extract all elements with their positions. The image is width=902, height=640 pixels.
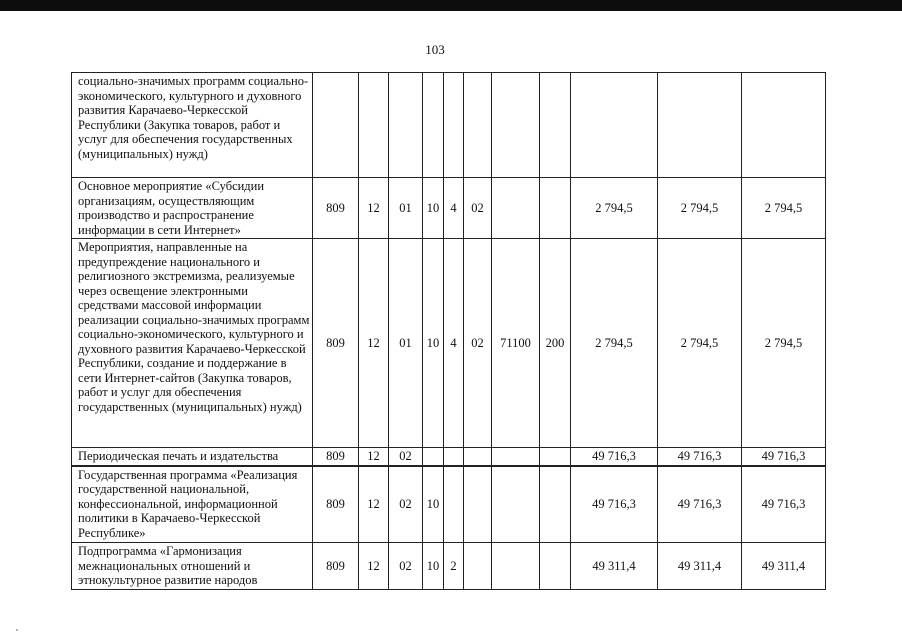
subsection-cell — [389, 73, 423, 178]
program-cell — [423, 73, 444, 178]
amount-year1 — [571, 73, 658, 178]
amount-year1: 49 716,3 — [571, 448, 658, 466]
direction-cell — [492, 543, 540, 590]
event-cell — [464, 543, 492, 590]
ved-cell: 809 — [313, 178, 359, 239]
program-cell — [423, 448, 444, 466]
subprogram-cell: 2 — [444, 543, 464, 590]
subsection-cell: 02 — [389, 543, 423, 590]
scan-top-edge — [0, 0, 902, 11]
section-cell: 12 — [359, 239, 389, 448]
subprogram-cell: 4 — [444, 239, 464, 448]
amount-year2: 49 716,3 — [658, 448, 742, 466]
direction-cell — [492, 73, 540, 178]
scan-speck — [16, 629, 18, 631]
amount-year1: 49 311,4 — [571, 543, 658, 590]
subsection-cell: 01 — [389, 239, 423, 448]
expense-type-cell — [540, 73, 571, 178]
event-cell — [464, 73, 492, 178]
table-row — [72, 239, 826, 448]
subprogram-cell: 4 — [444, 178, 464, 239]
program-cell: 10 — [423, 543, 444, 590]
expense-type-cell — [540, 466, 571, 543]
amount-year3 — [742, 73, 826, 178]
program-cell: 10 — [423, 239, 444, 448]
row-name: Подпрограмма «Гармонизация межнациональных отношений и этнокультурное развитие народов — [72, 543, 313, 590]
section-cell: 12 — [359, 466, 389, 543]
page-number: 103 — [425, 42, 445, 57]
subsection-cell: 01 — [389, 178, 423, 239]
amount-year2: 49 311,4 — [658, 543, 742, 590]
budget-table — [71, 72, 826, 590]
section-cell: 12 — [359, 448, 389, 466]
table-row — [72, 178, 826, 239]
direction-cell: 71100 — [492, 239, 540, 448]
event-cell: 02 — [464, 178, 492, 239]
row-name: Мероприятия, направленные на предупреждение национального и религиозного экстремизма, реализуемые через освещение электронными средствами массовой информации реализации социально-значимых программ социально-экономического, культурного и духовного развития Карачаево-Черкесской Республики, создание и поддержание в сети Интернет-сайтов (Закупка товаров, работ и услуг для обеспечения государственных (муниципальных) нужд) — [72, 239, 313, 448]
expense-type-cell — [540, 448, 571, 466]
event-cell — [464, 466, 492, 543]
ved-cell — [313, 73, 359, 178]
row-name: Государственная программа «Реализация государственной национальной, конфессиональной, информационной политики в Карачаево-Черкесской Республике» — [72, 466, 313, 543]
row-name: Основное мероприятие «Субсидии организациям, осуществляющим производство и распространение информации в сети Интернет» — [72, 178, 313, 239]
program-cell: 10 — [423, 466, 444, 543]
subsection-cell: 02 — [389, 448, 423, 466]
amount-year3: 49 716,3 — [742, 448, 826, 466]
program-cell: 10 — [423, 178, 444, 239]
amount-year2: 2 794,5 — [658, 239, 742, 448]
subsection-cell: 02 — [389, 466, 423, 543]
table-row — [72, 466, 826, 543]
direction-cell — [492, 448, 540, 466]
direction-cell — [492, 178, 540, 239]
section-cell: 12 — [359, 543, 389, 590]
row-name: Периодическая печать и издательства — [72, 448, 313, 466]
amount-year3: 49 716,3 — [742, 466, 826, 543]
table-row — [72, 448, 826, 466]
amount-year1: 2 794,5 — [571, 239, 658, 448]
subprogram-cell — [444, 73, 464, 178]
amount-year2: 2 794,5 — [658, 178, 742, 239]
event-cell — [464, 448, 492, 466]
expense-type-cell — [540, 543, 571, 590]
section-cell: 12 — [359, 178, 389, 239]
amount-year3: 49 311,4 — [742, 543, 826, 590]
expense-type-cell — [540, 178, 571, 239]
ved-cell: 809 — [313, 239, 359, 448]
amount-year1: 49 716,3 — [571, 466, 658, 543]
event-cell: 02 — [464, 239, 492, 448]
expense-type-cell: 200 — [540, 239, 571, 448]
subprogram-cell — [444, 448, 464, 466]
table-row — [72, 73, 826, 178]
subprogram-cell — [444, 466, 464, 543]
row-name: социально-значимых программ социально-экономического, культурного и духовного развития Карачаево-Черкесской Республики (Закупка товаров, работ и услуг для обеспечения государственных (муниципальных) нужд) — [72, 73, 313, 178]
section-cell — [359, 73, 389, 178]
ved-cell: 809 — [313, 448, 359, 466]
table-row — [72, 543, 826, 590]
amount-year2: 49 716,3 — [658, 466, 742, 543]
ved-cell: 809 — [313, 543, 359, 590]
amount-year3: 2 794,5 — [742, 178, 826, 239]
amount-year2 — [658, 73, 742, 178]
amount-year3: 2 794,5 — [742, 239, 826, 448]
ved-cell: 809 — [313, 466, 359, 543]
amount-year1: 2 794,5 — [571, 178, 658, 239]
direction-cell — [492, 466, 540, 543]
